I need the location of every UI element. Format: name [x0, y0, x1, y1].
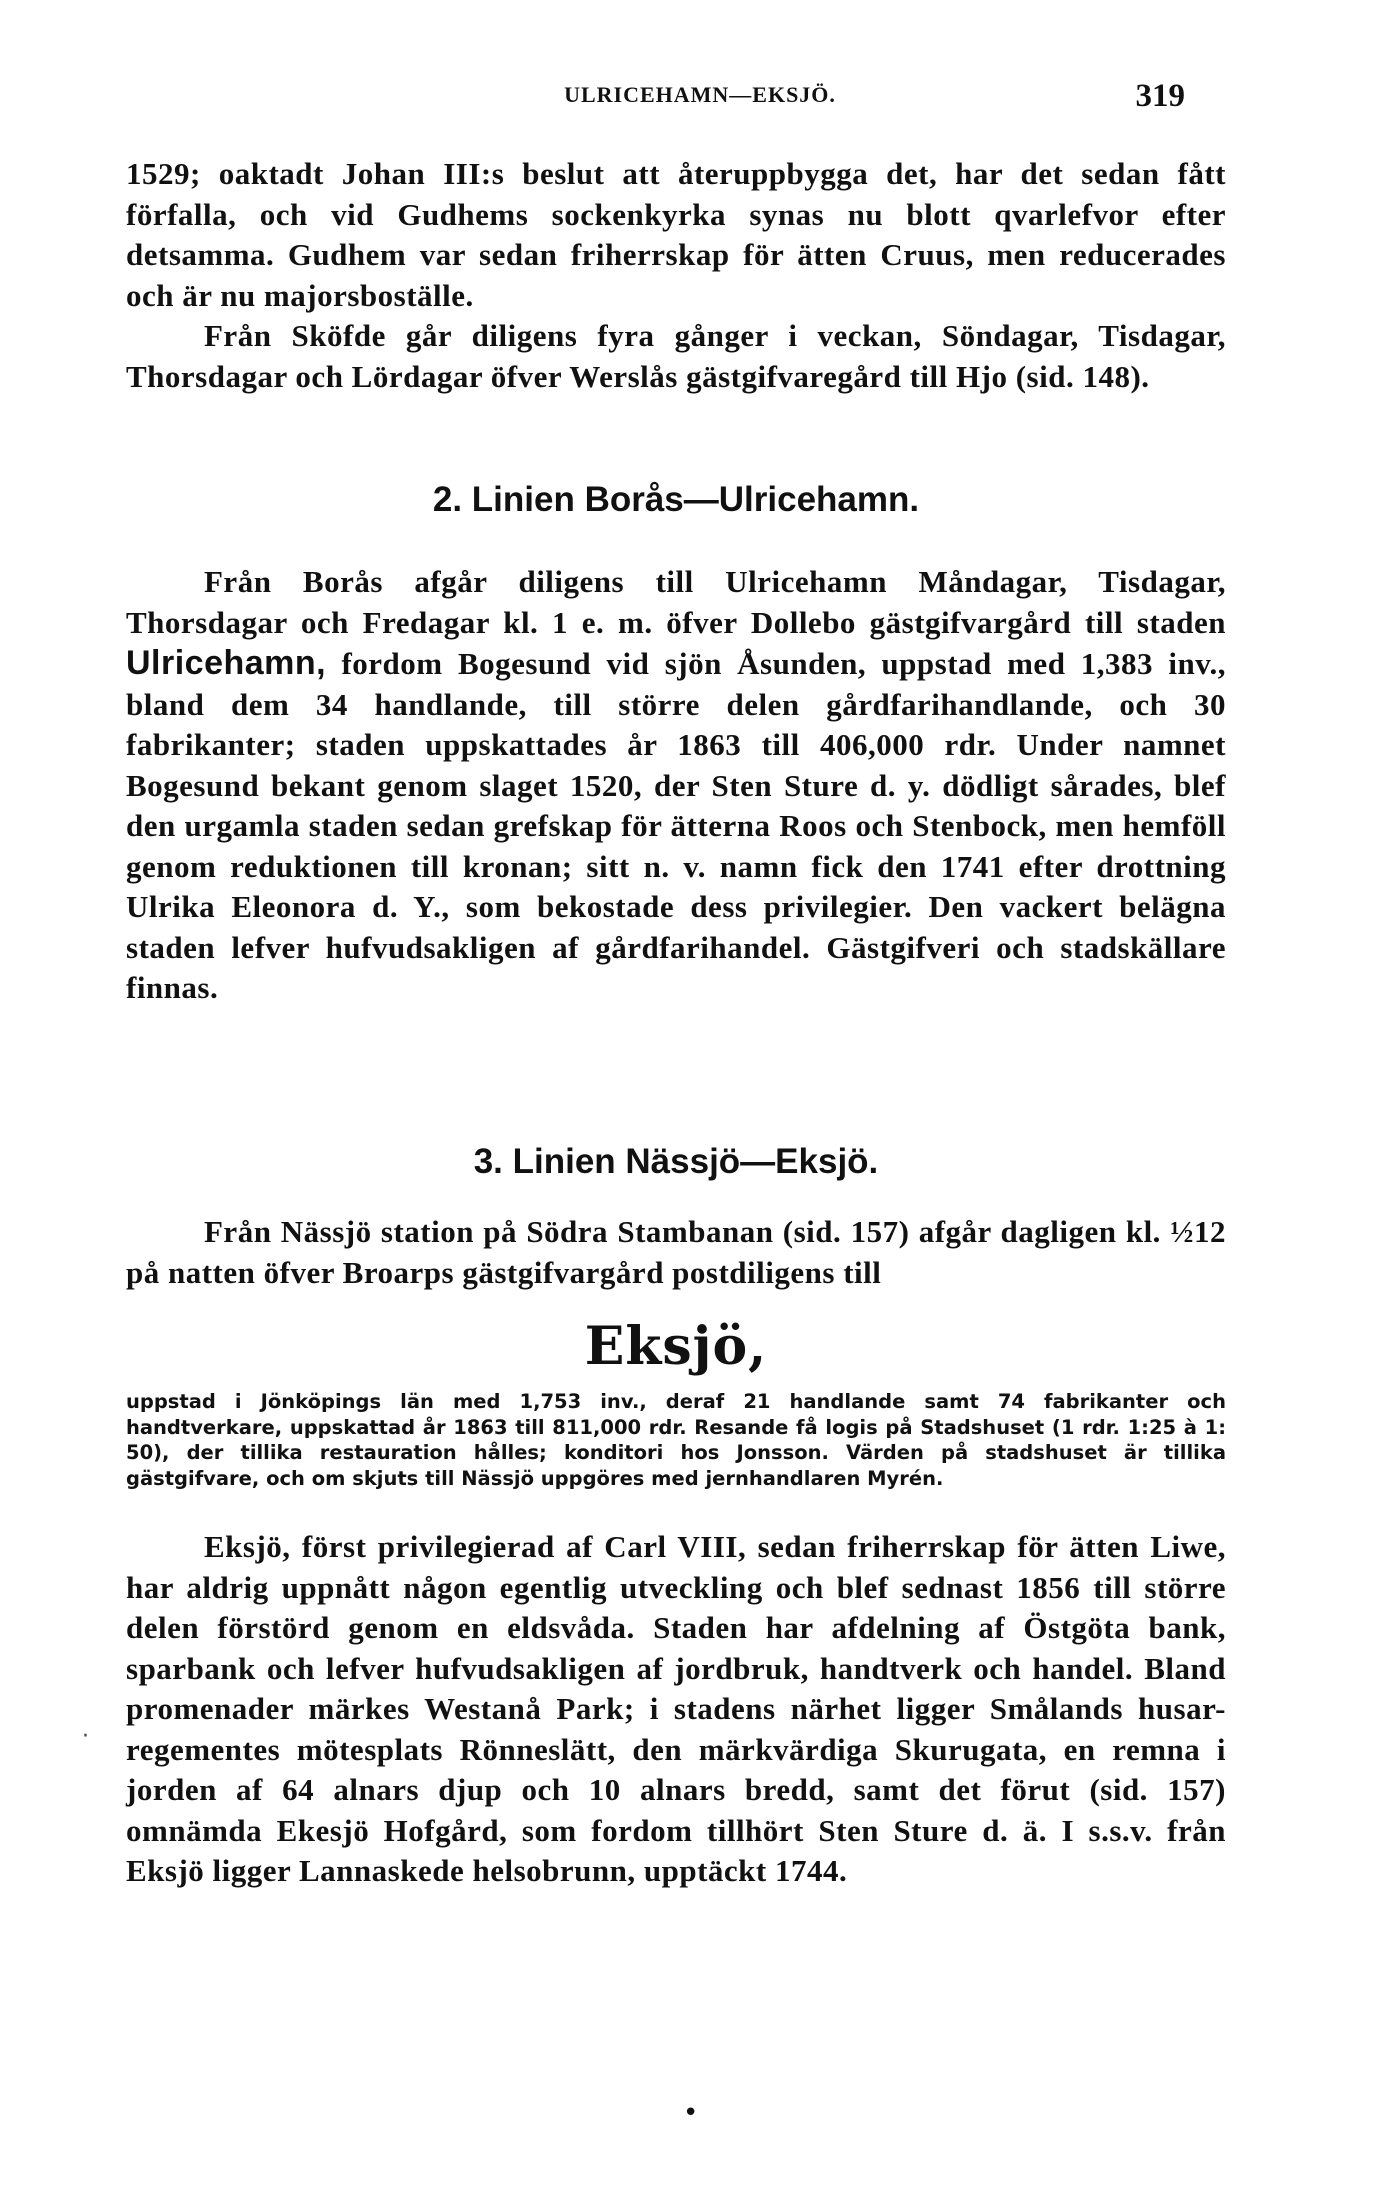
town-name-ulricehamn: Ulricehamn,: [126, 644, 327, 682]
eksjo-history: Eksjö, först privilegierad af Carl VIII, sedan friherrskap för ätten Liwe, har aldrig uppnått någon egentlig utveckling och blef sednast 1856 till större delen förstörd genom en eldsvåda. Staden har afdelning af Östgöta bank, sparbank och lefver hufvudsakligen af jordbruk, handtverk och handel. Bland promenader märkes Westanå Park; i stadens närhet ligger Smålands husar-regementes mötesplats Rönneslätt, den märkvärdiga Skurugata, en remna i jorden af 64 alnars djup och 10 alnars bredd, samt det förut (sid. 157) omnämda Ekesjö Hofgård, som fordom tillhört Sten Sture d. ä. I s.s.v. från Eksjö ligger Lannaskede helsobrunn, upptäckt 1744.: [126, 1529, 1226, 1889]
running-head: [0, 78, 1400, 118]
opening-block: [126, 154, 1226, 397]
town-heading-eksjo: Eksjö,: [584, 1316, 768, 1377]
opening-paragraph: 1529; oaktadt Johan III:s beslut att återuppbygga det, har det sedan fått förfalla, och vid Gudhems sockenkyrka synas nu blott qvarlefvor efter detsamma. Gudhem var sedan friherrskap för ätten Cruus, men reducerades och är nu majorsboställe.: [126, 156, 1226, 313]
section-2-paragraph: [126, 562, 1226, 1009]
section-2-text-before: Från Borås afgår diligens till Ulricehamn Måndagar, Tisdagar, Thorsdagar och Fredagar kl. 1 e. m. öfver Dollebo gästgifvargård till staden: [126, 564, 1226, 640]
page-number: 319: [1135, 78, 1185, 114]
section-2: [126, 478, 1226, 1009]
section-3-paragraph: Från Nässjö station på Södra Stambanan (sid. 157) afgår dagligen kl. ½12 på natten öfver Broarps gästgifvargård postdiligens till: [126, 1214, 1226, 1290]
section-3: [126, 1140, 1226, 1892]
section-3-heading: 3. Linien Nässjö—Eksjö.: [473, 1142, 879, 1181]
section-2-heading: 2. Linien Borås—Ulricehamn.: [432, 480, 920, 519]
running-title: ULRICEHAMN—EKSJÖ.: [564, 82, 836, 107]
footer-ornament: •: [683, 2098, 699, 2128]
skovde-paragraph: Från Sköfde går diligens fyra gånger i veckan, Söndagar, Tisdagar, Thorsdagar och Lördagar öfver Werslås gästgifvaregård till Hjo (sid. 148).: [126, 318, 1226, 394]
margin-dot: ·: [82, 1724, 89, 1749]
section-2-text-after: fordom Bogesund vid sjön Åsunden, uppstad med 1,383 inv., bland dem 34 handlande, till större delen gårdfarihandlande, och 30 fabrikanter; staden uppskattades år 1863 till 406,000 rdr. Under namnet Bogesund bekant genom slaget 1520, der Sten Sture d. y. dödligt sårades, blef den urgamla staden sedan grefskap för ätterna Roos och Stenbock, men hemföll genom reduktionen till kronan; sitt n. v. namn fick den 1741 efter drottning Ulrika Eleonora d. Y., som bekostade dess privilegier. Den vackert belägna staden lefver hufvudsakligen af gårdfarihandel. Gästgifveri och stadskällare finnas.: [126, 646, 1227, 1005]
eksjo-facts: uppstad i Jönköpings län med 1,753 inv., deraf 21 handlande samt 74 fabrikanter och handtverkare, uppskattad år 1863 till 811,000 rdr. Resande få logis på Stadshuset (1 rdr. 1:25 à 1: 50), der tillika restauration hålles; konditori hos Jonsson. Värden på stadshuset är tillika gästgifvare, och om skjuts till Nässjö uppgöres med jernhandlaren Myrén.: [126, 1390, 1226, 1490]
